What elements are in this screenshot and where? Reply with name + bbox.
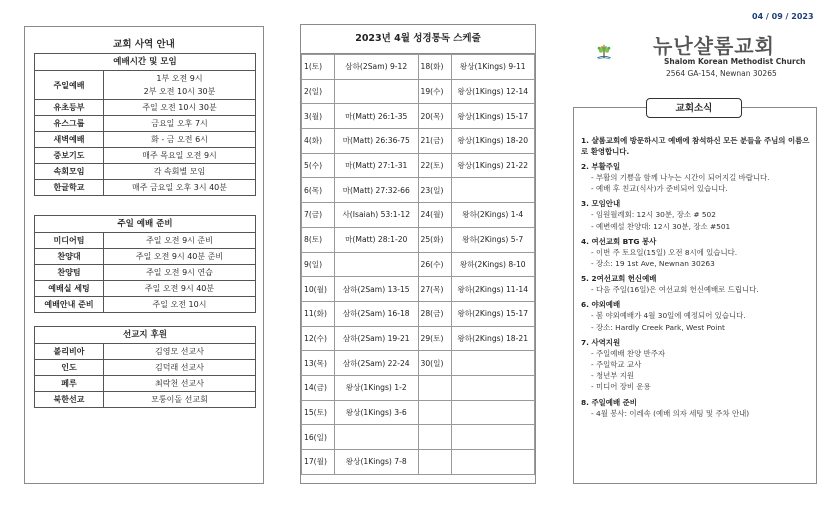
news-item-detail: - 주일학교 교사: [591, 360, 642, 370]
mission-value: 모퉁이돌 선교회: [104, 392, 256, 408]
news-item: [581, 337, 813, 393]
news-item: [581, 273, 813, 295]
worship-row: [35, 148, 255, 164]
schedule-reading: 삼하(2Sam) 22-24: [335, 351, 419, 376]
schedule-reading: 마(Matt) 27:32-66: [335, 178, 419, 203]
mission-row: [35, 344, 255, 360]
mission-row: [35, 376, 255, 392]
schedule-date: [418, 375, 451, 400]
worship-time: 매주 목요일 오전 9시: [104, 148, 256, 164]
mission-value: 김덕래 선교사: [104, 360, 256, 376]
schedule-row: [302, 55, 535, 80]
prep-row: [35, 297, 255, 313]
schedule-date: 6(목): [302, 178, 335, 203]
schedule-row: [302, 227, 535, 252]
schedule-row: [302, 277, 535, 302]
schedule-reading: [335, 425, 419, 450]
schedule-reading: [451, 425, 535, 450]
worship-label: 중보기도: [35, 148, 104, 164]
prep-row: [35, 233, 255, 249]
worship-times-table: [34, 53, 256, 196]
schedule-reading: 왕하(2Kings) 5-7: [451, 227, 535, 252]
schedule-row: [302, 326, 535, 351]
worship-label: 유스그룹: [35, 116, 104, 132]
schedule-row: [302, 203, 535, 228]
news-item-heading: 3. 모임안내: [581, 199, 621, 209]
schedule-reading: 왕상(1Kings) 7-8: [335, 450, 419, 475]
schedule-row: [302, 351, 535, 376]
church-news-list: [581, 131, 813, 419]
prep-value: 주일 오전 10시: [104, 297, 256, 313]
mission-value: 최락천 선교사: [104, 376, 256, 392]
schedule-row: [302, 252, 535, 277]
schedule-reading: [451, 178, 535, 203]
mission-row: [35, 360, 255, 376]
schedule-date: [418, 425, 451, 450]
news-item-detail: - 미디어 장비 운용: [591, 382, 651, 392]
reading-schedule-panel: [300, 24, 536, 484]
schedule-date: 26(수): [418, 252, 451, 277]
ministry-title: 교회 사역 안내: [113, 39, 175, 50]
schedule-date: 18(화): [418, 55, 451, 80]
worship-label: 유초등부: [35, 100, 104, 116]
worship-label: 새벽예배: [35, 132, 104, 148]
worship-row: [35, 132, 255, 148]
schedule-row: [302, 129, 535, 154]
schedule-reading: [451, 400, 535, 425]
schedule-row: [302, 450, 535, 475]
news-item-detail: - 임원월례회: 12시 30분, 장소 # 502: [591, 210, 716, 220]
news-item-heading: 4. 여선교회 BTG 봉사: [581, 236, 657, 246]
schedule-row: [302, 178, 535, 203]
schedule-date: [418, 450, 451, 475]
schedule-date: 3(월): [302, 104, 335, 129]
schedule-date: 29(토): [418, 326, 451, 351]
news-item-heading: 2. 부활주일: [581, 162, 621, 171]
sunday-prep-table: [34, 215, 256, 313]
prep-label: 예배실 세팅: [35, 281, 104, 297]
schedule-reading: 삼하(2Sam) 9-12: [335, 55, 419, 80]
news-item-detail: - 예배 후 친교(식사)가 준비되어 있습니다.: [591, 184, 728, 194]
news-item-heading: 1. 샬롬교회에 방문하시고 예배에 참석하신 모든 분들을 주님의 이름으로 환영합니다.: [581, 136, 810, 156]
worship-label: 속회모임: [35, 164, 104, 180]
schedule-date: 4(화): [302, 129, 335, 154]
worship-times-header: 예배시간 및 모임: [113, 57, 177, 67]
bulletin-date: 04 / 09 / 2023: [752, 12, 814, 21]
schedule-reading: 마(Matt) 27:1-31: [335, 153, 419, 178]
worship-time: 각 속회별 모임: [104, 164, 256, 180]
schedule-date: 25(화): [418, 227, 451, 252]
news-item: [581, 135, 813, 157]
worship-row: [35, 164, 255, 180]
news-item-detail: - 청년부 지원: [591, 371, 635, 381]
schedule-row: [302, 79, 535, 104]
schedule-date: 20(목): [418, 104, 451, 129]
schedule-row: [302, 153, 535, 178]
church-address: 2564 GA-154, Newnan 30265: [666, 69, 777, 78]
schedule-reading: [335, 79, 419, 104]
schedule-date: 21(금): [418, 129, 451, 154]
schedule-date: 1(토): [302, 55, 335, 80]
news-item: [581, 236, 813, 269]
worship-row: [35, 71, 255, 100]
prep-row: [35, 281, 255, 297]
schedule-date: 16(일): [302, 425, 335, 450]
news-item: [581, 397, 813, 419]
reading-schedule-table: [301, 54, 535, 475]
schedule-date: 10(월): [302, 277, 335, 302]
worship-time-line: 2부 오전 10시 30분: [143, 87, 216, 96]
prep-label: 찬양대: [35, 249, 104, 265]
schedule-date: 12(수): [302, 326, 335, 351]
sunday-prep-header: 주일 예배 준비: [117, 219, 173, 229]
schedule-date: 5(수): [302, 153, 335, 178]
schedule-date: 30(일): [418, 351, 451, 376]
schedule-reading: 삼하(2Sam) 16-18: [335, 301, 419, 326]
news-item-detail: - 4월 봉사: 이레속 (예배 의자 세팅 및 주차 안내): [591, 408, 750, 418]
schedule-reading: [451, 450, 535, 475]
schedule-reading: 왕상(1Kings) 9-11: [451, 55, 535, 80]
worship-time: 주일 오전 10시 30분: [104, 100, 256, 116]
news-item-detail: - 주일예배 찬양 반주자: [591, 348, 665, 358]
schedule-reading: 왕상(1Kings) 12-14: [451, 79, 535, 104]
schedule-row: [302, 425, 535, 450]
prep-value: 주일 오전 9시 준비: [104, 233, 256, 249]
news-item-heading: 8. 주일예배 준비: [581, 397, 637, 407]
schedule-reading: [451, 375, 535, 400]
news-item-detail: - 봄 야외예배가 4월 30일에 예정되어 있습니다.: [591, 311, 746, 321]
schedule-date: 17(월): [302, 450, 335, 475]
worship-row: [35, 180, 255, 196]
schedule-reading: [335, 252, 419, 277]
schedule-reading: 마(Matt) 26:1-35: [335, 104, 419, 129]
news-item-detail: - 이번 주 토요일(15일) 오전 8시에 있습니다.: [591, 247, 738, 257]
schedule-date: 15(토): [302, 400, 335, 425]
schedule-reading: 삼하(2Sam) 19-21: [335, 326, 419, 351]
prep-label: 미디어팀: [35, 233, 104, 249]
news-item: [581, 299, 813, 332]
prep-value: 주일 오전 9시 40분: [104, 281, 256, 297]
news-item-heading: 7. 사역지원: [581, 337, 621, 347]
schedule-date: [418, 400, 451, 425]
church-name-korean: 뉴난샬롬교회: [653, 34, 775, 58]
news-item: [581, 198, 813, 231]
mission-label: 인도: [35, 360, 104, 376]
schedule-date: 8(토): [302, 227, 335, 252]
reading-schedule-title: 2023년 4월 성경통독 스케줄: [301, 25, 535, 54]
schedule-reading: 왕하(2Kings) 11-14: [451, 277, 535, 302]
schedule-row: [302, 301, 535, 326]
schedule-date: 7(금): [302, 203, 335, 228]
news-item-detail: - 다음 주일(16일)은 여선교회 헌신예배로 드립니다.: [591, 285, 759, 295]
church-name-english: Shalom Korean Methodist Church: [664, 57, 806, 66]
schedule-row: [302, 400, 535, 425]
schedule-reading: 사(Isaiah) 53:1-12: [335, 203, 419, 228]
schedule-row: [302, 375, 535, 400]
worship-time: 화 - 금 오전 6시: [104, 132, 256, 148]
news-item-heading: 6. 야외예배: [581, 300, 621, 310]
news-item: [581, 161, 813, 194]
mission-label: 페루: [35, 376, 104, 392]
mission-support-table: [34, 326, 256, 408]
schedule-date: 27(목): [418, 277, 451, 302]
schedule-reading: 왕하(2Kings) 8-10: [451, 252, 535, 277]
schedule-date: 13(목): [302, 351, 335, 376]
prep-value: 주일 오전 9시 연습: [104, 265, 256, 281]
news-item-detail: - 장소: 19 1st Ave, Newnan 30263: [591, 259, 715, 269]
schedule-date: 22(토): [418, 153, 451, 178]
worship-label: 주일예배: [35, 71, 104, 100]
schedule-reading: 왕상(1Kings) 3-6: [335, 400, 419, 425]
prep-row: [35, 265, 255, 281]
schedule-date: 11(화): [302, 301, 335, 326]
schedule-reading: 왕상(1Kings) 15-17: [451, 104, 535, 129]
worship-time: 매주 금요일 오후 3시 40분: [104, 180, 256, 196]
prep-label: 찬양팀: [35, 265, 104, 281]
schedule-reading: 마(Matt) 28:1-20: [335, 227, 419, 252]
worship-row: [35, 100, 255, 116]
schedule-date: 28(금): [418, 301, 451, 326]
mission-row: [35, 392, 255, 408]
mission-value: 김영모 선교사: [104, 344, 256, 360]
schedule-date: 9(일): [302, 252, 335, 277]
worship-time-line: 1부 오전 9시: [156, 74, 203, 83]
schedule-row: [302, 104, 535, 129]
schedule-date: 2(일): [302, 79, 335, 104]
schedule-date: 23(일): [418, 178, 451, 203]
mission-label: 볼리비아: [35, 344, 104, 360]
worship-row: [35, 116, 255, 132]
schedule-date: 24(월): [418, 203, 451, 228]
news-item-detail: - 장소: Hardly Creek Park, West Point: [591, 322, 725, 332]
prep-label: 예배안내 준비: [35, 297, 104, 313]
schedule-reading: 왕상(1Kings) 1-2: [335, 375, 419, 400]
schedule-reading: [451, 351, 535, 376]
schedule-reading: 삼하(2Sam) 13-15: [335, 277, 419, 302]
news-item-detail: - 부활의 기쁨을 함께 나누는 시간이 되어지길 바랍니다.: [591, 173, 770, 182]
schedule-reading: 왕상(1Kings) 18-20: [451, 129, 535, 154]
worship-label: 한글학교: [35, 180, 104, 196]
worship-time: 금요일 오후 7시: [104, 116, 256, 132]
prep-value: 주일 오전 9시 40분 준비: [104, 249, 256, 265]
church-news-title: 교회소식: [646, 98, 742, 118]
schedule-reading: 왕하(2Kings) 18-21: [451, 326, 535, 351]
schedule-reading: 왕하(2Kings) 1-4: [451, 203, 535, 228]
mission-support-header: 선교지 후원: [122, 330, 167, 340]
schedule-reading: 마(Matt) 26:36-75: [335, 129, 419, 154]
prep-row: [35, 249, 255, 265]
church-logo-icon: [595, 28, 655, 78]
worship-time: [104, 71, 256, 100]
news-item-detail: - 예변예설 찬양대: 12시 30분, 장소 #501: [591, 221, 731, 231]
mission-label: 북한선교: [35, 392, 104, 408]
schedule-date: 14(금): [302, 375, 335, 400]
schedule-reading: 왕상(1Kings) 21-22: [451, 153, 535, 178]
news-item-heading: 5. 2여선교회 헌신예배: [581, 274, 657, 284]
ministry-panel: [24, 26, 264, 484]
schedule-reading: 왕하(2Kings) 15-17: [451, 301, 535, 326]
schedule-date: 19(수): [418, 79, 451, 104]
